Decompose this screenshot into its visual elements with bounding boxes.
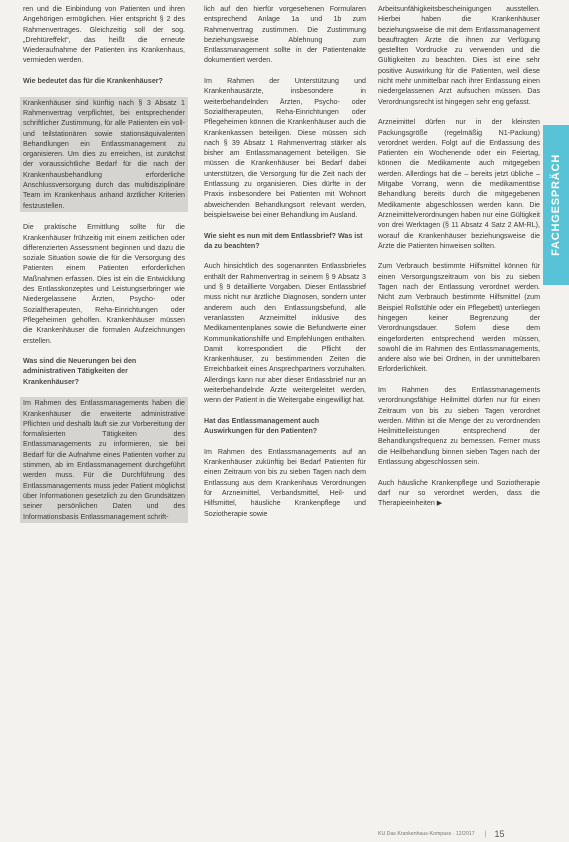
paragraph: Im Rahmen des Entlassmanagements haben die Krankenhäuser die erweiterte administrative Pflichten und deshalb läuft sie zur Vorbereitung der formalisierten Tätigkeiten des Entlassmanagements zu informieren, sie bei Bedarf für die Aufnahme eines Patienten vorher zu stimmen, ab im Entlassmanagement durchgeführt werden muss. Für die Durchführung des Entlassmanagements muss jeder Patient möglichst über Informationen gesetzlich zu den Grundsätzen seiner persönlichen Daten und des Informationsbasis Entlassmanagement schrift- bbox=[20, 397, 188, 523]
question-heading: Wie bedeutet das für die Krankenhäuser? bbox=[23, 77, 163, 86]
page-footer bbox=[378, 829, 553, 839]
footer-separator: | bbox=[484, 830, 487, 838]
paragraph: lich auf den hierfür vorgesehenen Formularen entsprechend Anlage 1a und 1b zum Rahmenvertrag zustimmen. Die Zustimmung beziehungsweise Ablehnung zum Entlassmanagement sollte in der Patientenakte dokumentiert werden. bbox=[204, 5, 366, 65]
page-number: 15 bbox=[494, 829, 505, 839]
paragraph: Im Rahmen des Entlassmanagements auf an Krankenhäuser zukünftig bei Bedarf Patienten für einen Zeitraum von bis zu sieben Tagen nach dem Entlassung aus dem Krankenhaus Verordnungen für Arzneimittel, Verbandsmittel, Heil- und Hilfsmittel, häusliche Krankenpflege und Soziotherapie sowie bbox=[204, 447, 366, 518]
section-tab bbox=[543, 125, 569, 285]
paragraph: ren und die Einbindung von Patienten und ihren Angehörigen ermöglichen. Hier entspricht § 2 des Rahmenvertrages. Gleichzeitig soll der sog. „Drehtüreffekt“, das heißt die erneute Wiederaufnahme der Patienten ins Krankenhaus, vermieden werden. bbox=[23, 5, 185, 65]
paragraph: Im Rahmen des Entlassmanagements verordnungsfähige Heilmittel dürfen nur für einen Zeitraum von bis zu sieben Tagen verordnet werden. Mithin ist die Menge der zu verordnenden Heilmittelleistungen entsprechend der Behandlungsfrequenz zu bemessen. Ferner muss die Heilbehandlung binnen sieben Tagen nach der Entlassung abgeschlossen sein. bbox=[378, 385, 540, 467]
question-heading: Was sind die Neuerungen bei den administrativen Tätigkeiten der Krankenhäuser? bbox=[23, 357, 137, 386]
paragraph: Krankenhäuser sind künftig nach § 3 Absatz 1 Rahmenvertrag verpflichtet, bei entsprechender schriftlicher Zustimmung, für alle Patienten ein voll- und teilstationären sowie stationsäquivalenten Behandlungen ein Entlassmanagement zu organisieren. Um dies zu erreichen, ist zunächst der voraussichtliche Bedarf für die nach der Krankenhausbehandlung erforderliche Anschlussversorgung durch das multidisziplinäre Team im Krankenhaus anhand ärztlicher Kriterien festzustellen. bbox=[20, 97, 188, 212]
paragraph: Zum Verbrauch bestimmte Hilfsmittel können für einen Versorgungszeitraum von bis zu sieben Tagen nach der Entlassung verordnet werden. Nicht zum Verbrauch bestimmte Hilfsmittel (zum Beispiel Rollstühle oder ein Pflegebett) unterliegen hingegen keiner Begrenzung der Verordnungsdauer. Sofern diese dem eingeforderten entsprechend werden müssen, sowohl die im Rahmen des Entlassmanagements, andere also wie bei Ordnen, in der unmittelbaren Erforderlichkeit. bbox=[378, 262, 540, 374]
paragraph: Die praktische Ermittlung sollte für die Krankenhäuser frühzeitig mit einem zeitlichen oder differenzierten Assessment beginnen und dazu die soziale Situation sowie die für die Versorgung des Patienten einem Patienten erforderlichen Maßnahmen erfassen. Dies ist ein die Entwicklung des Entlasskonzeptes und Leistungserbringer wie Niedergelassene Ärzten, Psycho- oder Sozialtherapeuten, Reha-Einrichtungen oder Pflegeheimen geholfen. Krankenhäuser müssen die Krankenhäuser die formalen Aufzeichnungen erstellen. bbox=[23, 223, 185, 345]
paragraph: Arzneimittel dürfen nur in der kleinsten Packungsgröße (regelmäßig N1-Packung) verordnet werden. Folgt auf die Entlassung des Patienten ein Wochenende oder ein Feiertag, können die Medikamente auch mitgegeben werden. Allerdings hat die – bereits jetzt übliche – Mitgabe Vorrang, wenn die medikamentöse Behandlung bereits durch die mitgegebenen Medikamente abgeschlossen werden kann. Die Arzneimittelverordnungen haben nur eine Gültigkeit von drei Werktagen (§ 11 Absatz 4 Satz 2 AM-RL), worauf die Krankenhäuser beziehungsweise die Ärzte die Patienten hinweisen sollten. bbox=[378, 118, 540, 250]
paragraph: Auch hinsichtlich des sogenannten Entlassbriefes enthält der Rahmenvertrag in seinem § 9 Absatz 3 und § 9 detaillierte Vorgaben. Dieser Entlassbrief muss nicht nur ärztliche Diagnosen, sondern unter anderem auch den Entlassungsbefund, alle veranlassten Arzneimittel inklusive des Medikamentenplanes sowie die Befundwerte einer Kommunikationshilfe und Empfehlungen enthalten. Damit korrespondiert die Pflicht der Krankenhäuser, zu bestimmenden Zeiten die Erreichbarkeit eines Ansprechpartners vorzuhalten. Allerdings kann nur aber dieser Entlassbrief nur an weiterbehandelnde Ärzte weitergeleitet werden, wenn der Patient in die Weitergabe eingewilligt hat. bbox=[204, 262, 366, 405]
text-column-2 bbox=[204, 4, 366, 529]
paragraph: Arbeitsunfähigkeitsbescheinigungen ausstellen. Hierbei haben die Krankenhäuser beziehungsweise die mit dem Entlassmanagement beauftragten Ärzte die ihnen zur Verfügung gestellten Vordrucke zu verwenden und die Gültigkeiten zu beachten. Dies ist eine sehr positive Auswirkung für die Patienten, weil diese nicht mehr unmittelbar nach ihrer Entlassung einen niedergelassenen Arzt aufsuchen müssen. Das Verordnungsrecht ist hingegen sehr eng gefasst. bbox=[378, 5, 540, 106]
section-tab-label: FACHGESPRÄCH bbox=[550, 154, 562, 256]
question-heading: Wie sieht es nun mit dem Entlassbrief? Was ist da zu beachten? bbox=[204, 231, 363, 250]
text-column-3 bbox=[378, 4, 540, 520]
paragraph-text: Auch häusliche Krankenpflege und Soziotherapie darf nur so verordnet werden, dass die Therapieeinheiten bbox=[378, 478, 540, 508]
text-column-1 bbox=[23, 4, 185, 533]
journal-name: KU Das Krankenhaus-Kompass · 12/2017 bbox=[378, 831, 475, 837]
paragraph: Im Rahmen der Unterstützung und Krankenhausärzte, insbesondere in weiterbehandelnden Ärzten, Psycho- oder Sozialtherapeuten, Reha-Einrichtungen oder Pflegeheimen können die Krankenhäuser auch die Krankenkassen beteiligen. Diese müssen sich nach § 39 Absatz 1 Rahmenvertrag stärker als bisher am Entlassmanagement beteiligen. Sie müssen die Krankenhäuser bei Bedarf dabei unterstützen, die Versorgung für die Zeit nach der Entlassung zu organisieren. Dies dürfte in der Praxis insbesondere bei Patienten mit Wohnort abweichenden Behandlungsort relevant werden, beispielsweise bei einer Behandlung im Ausland. bbox=[204, 77, 366, 219]
paragraph bbox=[378, 478, 540, 510]
question-heading: Hat das Entlassmanagement auch Auswirkungen für den Patienten? bbox=[204, 416, 320, 436]
continue-arrow-icon: ▶ bbox=[436, 500, 443, 508]
